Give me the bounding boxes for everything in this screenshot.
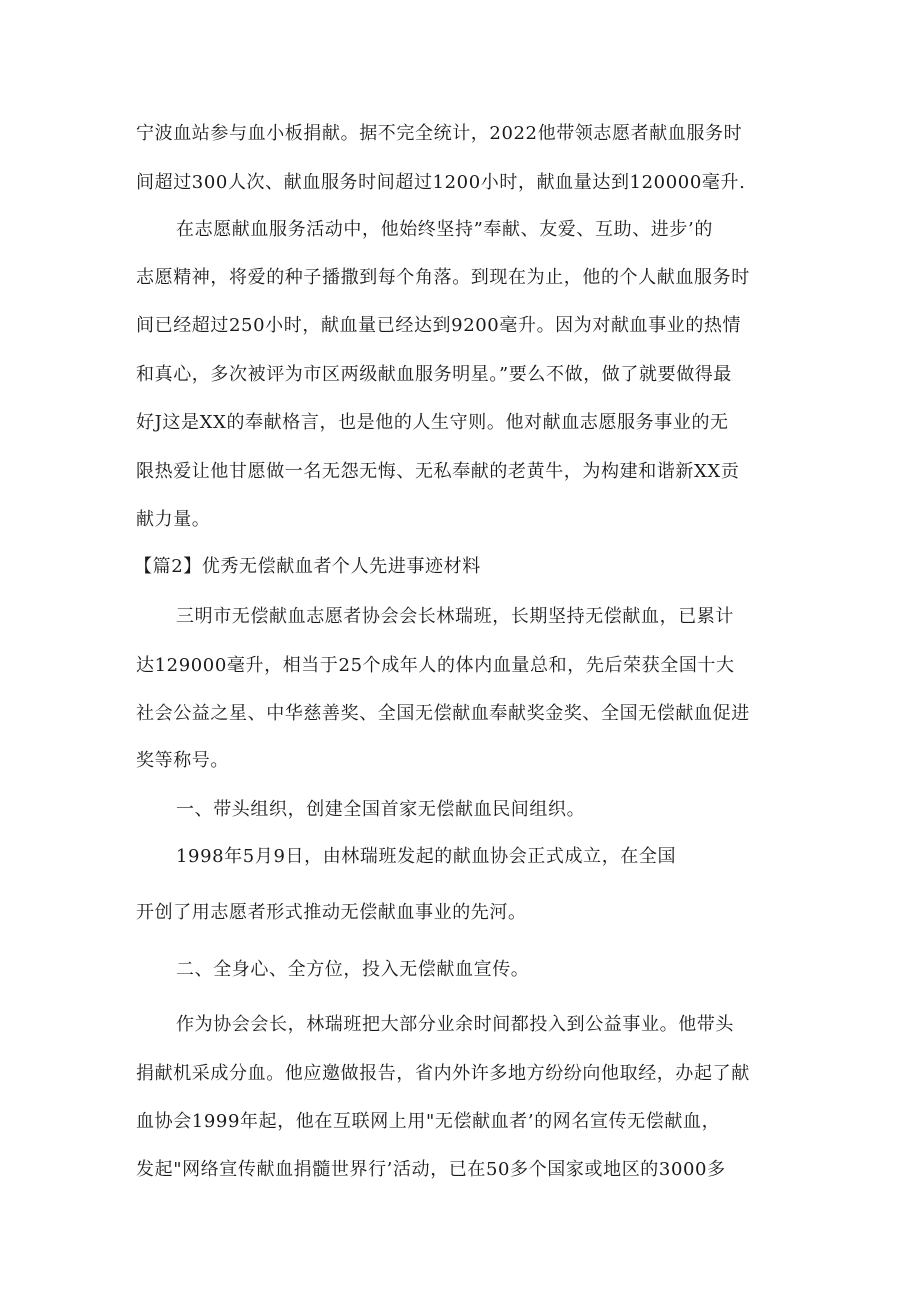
text-line: 发起"网络宣传献血捐髓世界行’活动，已在50多个国家或地区的3000多 [136,1159,726,1180]
text-line: 在志愿献血服务活动中，他始终坚持”奉献、友爱、互助、进步’的 [176,219,713,240]
text-line: 血协会1999年起，他在互联网上用"无偿献血者’的网名宣传无偿献血， [136,1111,721,1132]
text-line: 奖等称号。 [136,750,229,771]
text-line: 间已经超过250小时，献血量已经达到9200毫升。因为对献血事业的热情 [136,315,742,336]
text-line: 1998年5月9日，由林瑞班发起的献血协会正式成立，在全国 [176,846,677,867]
text-line: 和真心，多次被评为市区两级献血服务明星。”要么不做，做了就要做得最 [136,364,732,385]
text-line: 宁波血站参与血小板捐献。据不完全统计，2022他带领志愿者献血服务时 [136,123,743,144]
text-line: 间超过300人次、献血服务时间超过1200小时，献血量达到120000毫升. [136,172,746,193]
text-line: 作为协会会长，林瑞班把大部分业余时间都投入到公益事业。他带头 [176,1014,734,1035]
text-line: 献力量。 [136,509,211,530]
text-line: 限热爱让他甘愿做一名无怨无悔、无私奉献的老黄牛，为构建和谐新XX贡 [136,461,740,482]
section-heading: 【篇2】优秀无偿献血者个人先进事迹材料 [134,556,481,577]
text-line: 达129000毫升，相当于25个成年人的体内血量总和，先后荣获全国十大 [136,655,735,676]
text-line: 捐献机采成分血。他应邀做报告，省内外许多地方纷纷向他取经，办起了献 [136,1063,750,1084]
subheading-line: 二、全身心、全方位，投入无偿献血宣传。 [176,959,530,980]
text-line: 志愿精神，将爱的种子播撒到每个角落。到现在为止，他的个人献血服务时 [136,267,750,288]
subheading-line: 一、带头组织，创建全国首家无偿献血民间组织。 [176,799,586,820]
text-line: 开创了用志愿者形式推动无偿献血事业的先河。 [136,902,527,923]
text-line: 好J这是XX的奉献格言，也是他的人生守则。他对献血志愿服务事业的无 [136,412,729,433]
text-line: 社会公益之星、中华慈善奖、全国无偿献血奉献奖金奖、全国无偿献血促进 [136,703,750,724]
text-line: 三明市无偿献血志愿者协会会长林瑞班，长期坚持无偿献血，已累计 [176,606,734,627]
